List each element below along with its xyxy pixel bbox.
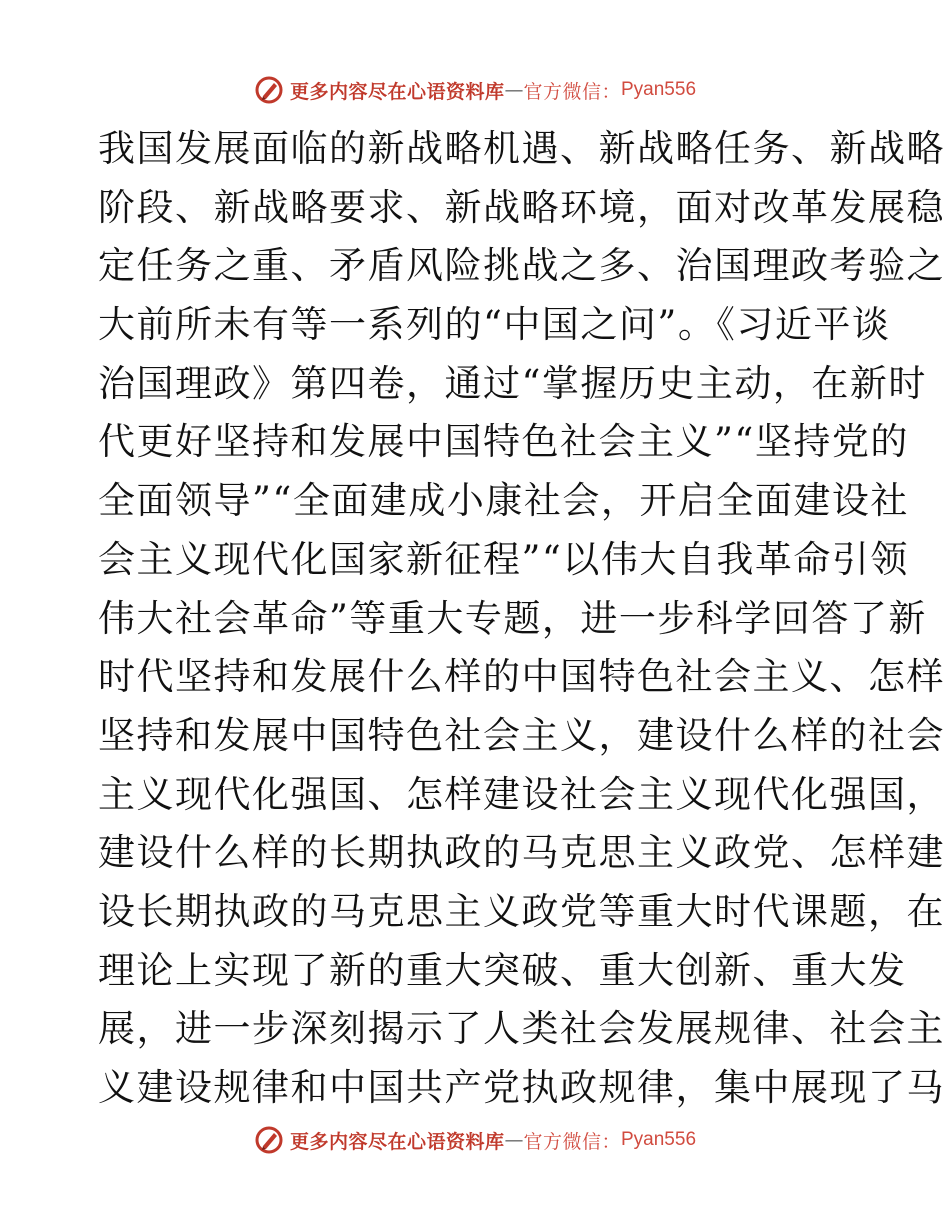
text-line: 理论上实现了新的重大突破、重大创新、重大发 <box>98 948 907 992</box>
header-banner <box>0 70 950 110</box>
text-line: 会主义现代化国家新征程”“以伟大自我革命引领 <box>98 537 909 581</box>
text-line: 主义现代化强国、怎样建设社会主义现代化强国， <box>98 772 945 816</box>
document-body <box>98 120 945 1118</box>
footer-text: 更多内容尽在心语资料库 <box>289 1130 505 1153</box>
text-line: 设长期执政的马克思主义政党等重大时代课题，在 <box>98 889 945 933</box>
header-text: 更多内容尽在心语资料库 <box>289 80 505 103</box>
footer-official-label: 官方微信： <box>523 1130 621 1153</box>
header-separator: — <box>504 79 524 101</box>
text-line: 时代坚持和发展什么样的中国特色社会主义、怎样 <box>98 655 945 699</box>
text-line: 代更好坚持和发展中国特色社会主义”“坚持党的 <box>98 420 909 464</box>
footer-banner <box>0 1120 950 1160</box>
text-line: 建设什么样的长期执政的马克思主义政党、怎样建 <box>98 831 945 875</box>
pen-logo-icon <box>254 1125 284 1155</box>
footer-wechat-id: Pyan556 <box>621 1129 697 1150</box>
pen-logo-icon <box>254 75 284 105</box>
text-line: 伟大社会革命”等重大专题，进一步科学回答了新 <box>98 596 927 640</box>
text-line: 展，进一步深刻揭示了人类社会发展规律、社会主 <box>98 1007 945 1051</box>
header-official-label: 官方微信： <box>523 80 621 103</box>
header-wechat-id: Pyan556 <box>621 79 697 100</box>
text-line: 全面领导”“全面建成小康社会，开启全面建设社 <box>98 479 909 523</box>
text-line: 坚持和发展中国特色社会主义，建设什么样的社会 <box>98 713 945 757</box>
footer-separator: — <box>504 1129 524 1151</box>
text-line: 义建设规律和中国共产党执政规律，集中展现了马 <box>98 1066 945 1109</box>
text-line: 大前所未有等一系列的“中国之问”。《习近平谈 <box>98 303 891 347</box>
text-line: 阶段、新战略要求、新战略环境，面对改革发展稳 <box>98 185 945 229</box>
text-line: 定任务之重、矛盾风险挑战之多、治国理政考验之 <box>98 244 945 288</box>
text-line: 治国理政》第四卷，通过“掌握历史主动，在新时 <box>98 361 927 405</box>
text-line: 我国发展面临的新战略机遇、新战略任务、新战略 <box>98 127 945 170</box>
